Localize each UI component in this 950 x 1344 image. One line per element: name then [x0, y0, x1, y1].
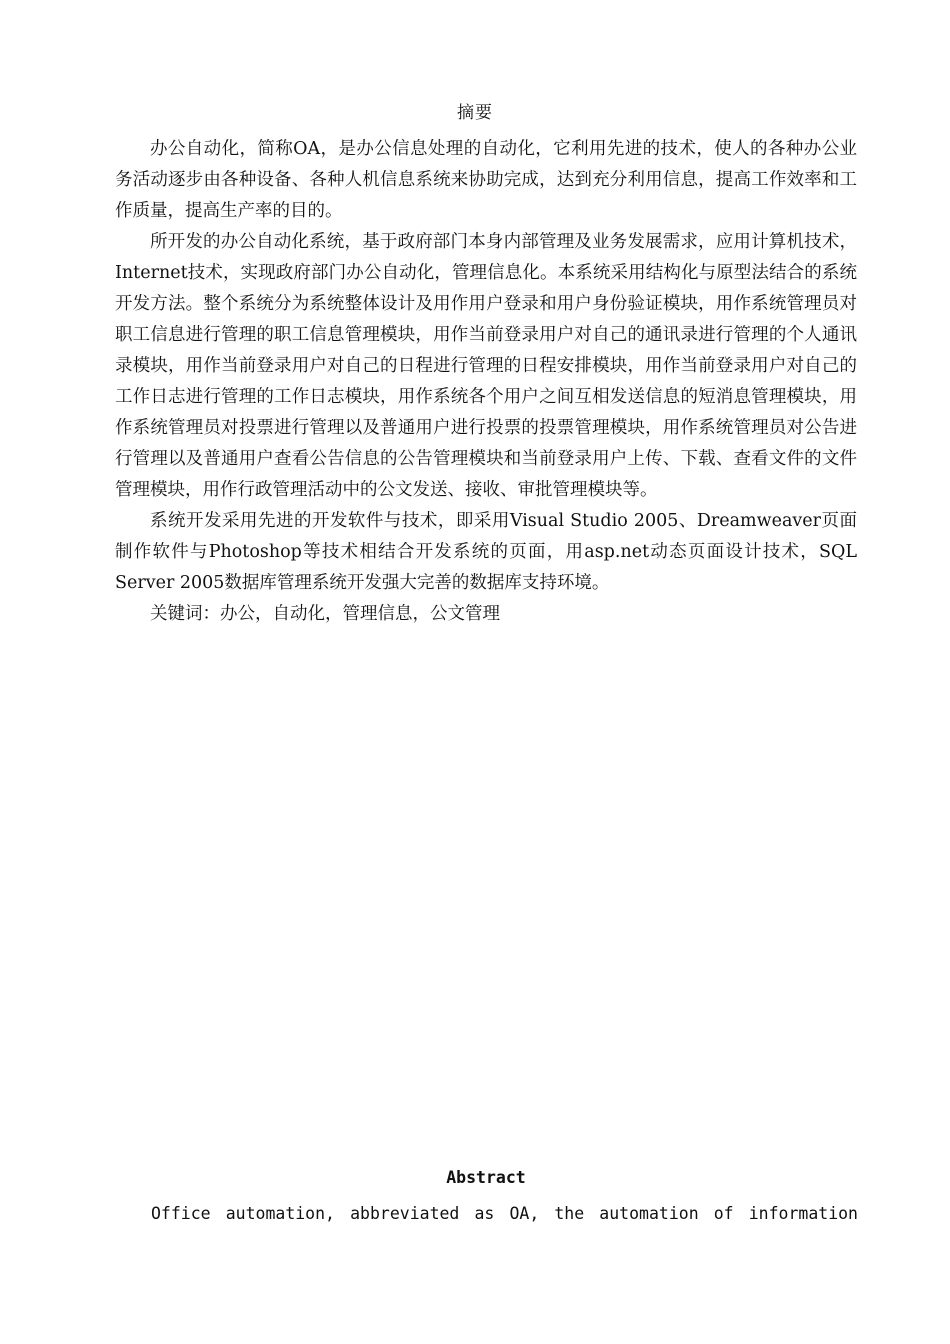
- chinese-paragraph-3: 系统开发采用先进的开发软件与技术，即采用Visual Studio 2005、Dreamweaver页面制作软件与Photoshop等技术相结合开发系统的页面，用asp.net动态页面设计技术，SQL Server 2005数据库管理系统开发强大完善的数据库支持环境。: [115, 511, 857, 593]
- chinese-paragraph-1: 办公自动化，简称OA，是办公信息处理的自动化，它利用先进的技术，使人的各种办公业务活动逐步由各种设备、各种人机信息系统来协助完成，达到充分利用信息，提高工作效率和工作质量，提高生产率的目的。: [115, 139, 857, 221]
- english-abstract-title: Abstract: [446, 1168, 526, 1187]
- chinese-paragraph-2: 所开发的办公自动化系统，基于政府部门本身内部管理及业务发展需求，应用计算机技术，Internet技术，实现政府部门办公自动化，管理信息化。本系统采用结构化与原型法结合的系统开发方法。整个系统分为系统整体设计及用作用户登录和用户身份验证模块，用作系统管理员对职工信息进行管理的职工信息管理模块，用作当前登录用户对自己的通讯录进行管理的个人通讯录模块，用作当前登录用户对自己的日程进行管理的日程安排模块，用作当前登录用户对自己的工作日志进行管理的工作日志模块，用作系统各个用户之间互相发送信息的短消息管理模块，用作系统管理员对投票进行管理以及普通用户进行投票的投票管理模块，用作系统管理员对公告进行管理以及普通用户查看公告信息的公告管理模块和当前登录用户上传、下载、查看文件的文件管理模块，用作行政管理活动中的公文发送、接收、审批管理模块等。: [115, 232, 857, 500]
- chinese-abstract-body: [115, 134, 857, 630]
- english-paragraph-first-line: Office automation, abbreviated as OA, the automation of information: [151, 1204, 858, 1223]
- chinese-abstract-title: 摘要: [457, 103, 493, 123]
- chinese-keywords: 关键词：办公，自动化，管理信息，公文管理: [150, 604, 500, 624]
- english-abstract-body: [115, 1200, 858, 1227]
